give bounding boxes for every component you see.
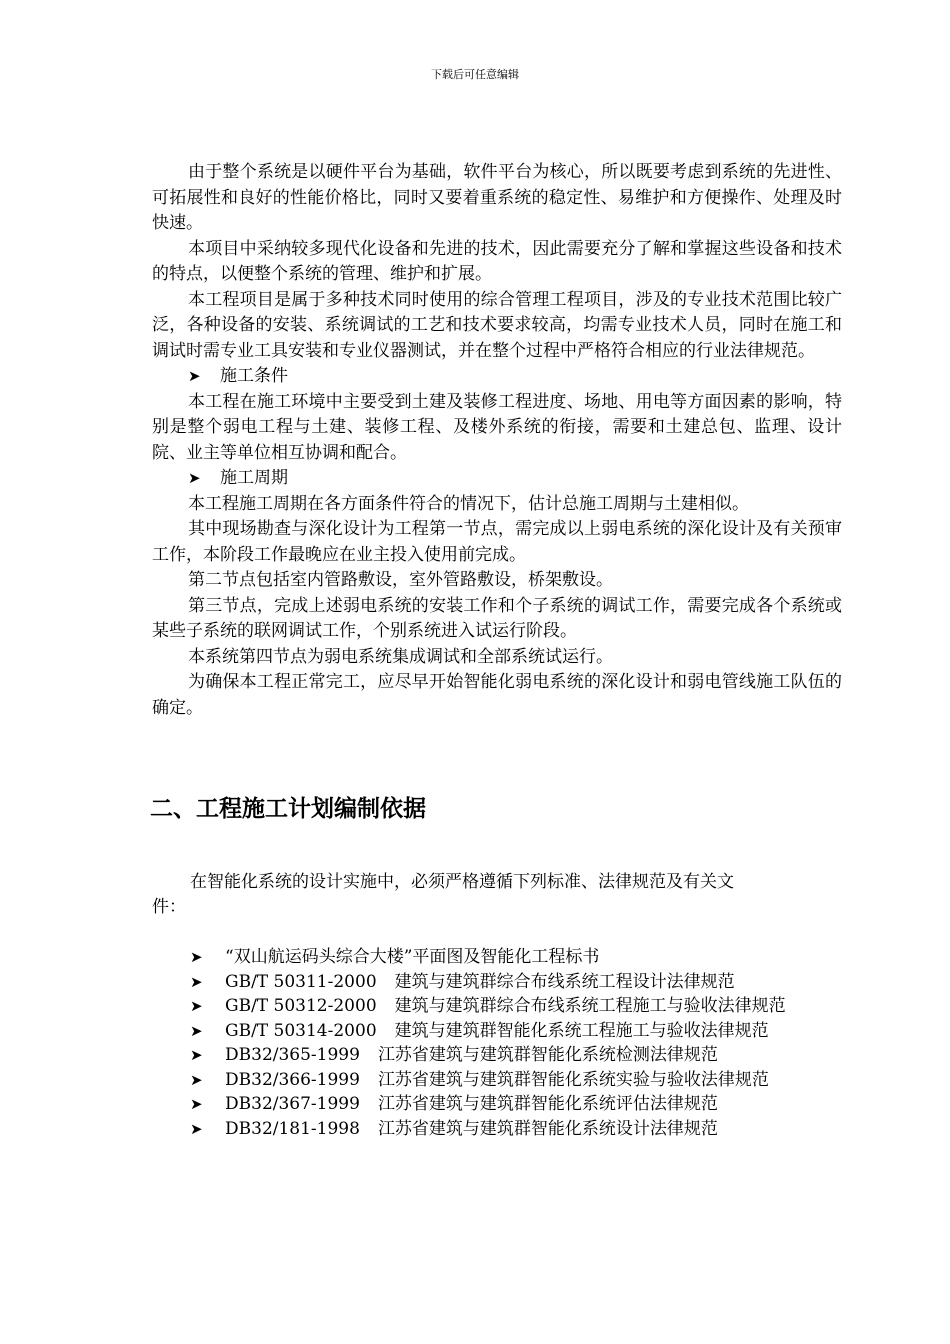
paragraph: 为确保本工程正常完工，应尽早开始智能化弱电系统的深化设计和弱电管线施工队伍的确定。: [152, 672, 842, 718]
page-header: 下载后可任意编辑: [431, 68, 519, 81]
arrow-bullet-icon: ➤: [188, 367, 201, 385]
paragraph: 第二节点包括室内管路敷设，室外管路敷设，桥架敷设。: [188, 570, 613, 590]
bullet-conditions: [152, 364, 842, 390]
paragraph: 本系统第四节点为弱电系统集成调试和全部系统试运行。: [188, 646, 613, 667]
list-item: [190, 970, 840, 995]
arrow-bullet-icon: ➤: [190, 948, 203, 966]
list-item: [190, 1068, 840, 1093]
paragraph: 本项目中采纳较多现代化设备和先进的技术，因此需要充分了解和掌握这些设备和技术的特点，以便整个系统的管理、维护和扩展。: [152, 238, 842, 284]
paragraph: 其中现场勘查与深化设计为工程第一节点，需完成以上弱电系统的深化设计及有关预审工作，本阶段工作最晚应在业主投入使用前完成。: [152, 519, 842, 565]
standard-code: DB32/366-1999: [225, 1069, 360, 1090]
standard-code: DB32/365-1999: [225, 1045, 360, 1065]
arrow-bullet-icon: ➤: [190, 1095, 203, 1113]
arrow-bullet-icon: ➤: [190, 1070, 203, 1089]
intro-text: [152, 870, 842, 920]
arrow-bullet-icon: ➤: [190, 997, 203, 1015]
paragraph: 本工程在施工环境中主要受到土建及装修工程进度、场地、用电等方面因素的影响，特别是整个弱电工程与土建、装修工程、及楼外系统的衔接，需要和土建总包、监理、设计院、业主等单位相互协调和配合。: [152, 391, 842, 463]
standard-title: 江苏省建筑与建筑群智能化系统评估法律规范: [377, 1094, 718, 1114]
body-text: [152, 160, 842, 721]
section-heading: 二、工程施工计划编制依据: [150, 796, 426, 822]
list-item: [190, 1043, 840, 1068]
standard-code: GB/T 50311-2000: [225, 971, 377, 992]
bullet-label: 施工条件: [220, 366, 288, 386]
standard-title: “双山航运码头综合大楼”平面图及智能化工程标书: [225, 947, 600, 967]
paragraph: 由于整个系统是以硬件平台为基础，软件平台为核心，所以既要考虑到系统的先进性、可拓展性和良好的性能价格比，同时又要着重系统的稳定性、易维护和方便操作、处理及时快速。: [152, 162, 842, 233]
standards-list: [190, 945, 840, 1141]
paragraph: 第三节点，完成上述弱电系统的安装工作和个子系统的调试工作，需要完成各个系统或某些子系统的联网调试工作，个别系统进入试运行阶段。: [152, 595, 842, 641]
bullet-period: [152, 466, 842, 492]
arrow-bullet-icon: ➤: [190, 972, 203, 991]
standard-code: DB32/181-1998: [225, 1118, 360, 1139]
arrow-bullet-icon: ➤: [190, 1119, 203, 1138]
standard-title: 江苏省建筑与建筑群智能化系统检测法律规范: [377, 1045, 718, 1065]
standard-title: 江苏省建筑与建筑群智能化系统实验与验收法律规范: [377, 1069, 769, 1090]
standard-title: 建筑与建筑群综合布线系统工程设计法律规范: [394, 971, 735, 992]
list-item: [190, 945, 840, 970]
arrow-bullet-icon: ➤: [190, 1021, 203, 1040]
standard-code: GB/T 50312-2000: [225, 996, 377, 1016]
paragraph: 本工程项目是属于多种技术同时使用的综合管理工程项目，涉及的专业技术范围比较广泛，各种设备的安装、系统调试的工艺和技术要求较高，均需专业技术人员，同时在施工和调试时需专业工具安装和专业仪器测试，并在整个过程中严格符合相应的行业法律规范。: [152, 289, 842, 361]
arrow-bullet-icon: ➤: [190, 1046, 203, 1064]
list-item: [190, 994, 840, 1019]
standard-code: DB32/367-1999: [225, 1094, 360, 1114]
intro-line: 件：: [152, 897, 186, 917]
bullet-label: 施工周期: [220, 468, 288, 488]
list-item: [190, 1019, 840, 1044]
paragraph: 本工程施工周期在各方面条件符合的情况下，估计总施工周期与土建相似。: [188, 493, 749, 514]
standard-title: 建筑与建筑群综合布线系统工程施工与验收法律规范: [394, 996, 786, 1016]
intro-line: 在智能化系统的设计实施中，必须严格遵循下列标准、法律规范及有关文: [190, 872, 734, 892]
list-item: [190, 1092, 840, 1117]
standard-title: 江苏省建筑与建筑群智能化系统设计法律规范: [377, 1118, 718, 1139]
standard-code: GB/T 50314-2000: [225, 1020, 377, 1041]
list-item: [190, 1117, 840, 1142]
standard-title: 建筑与建筑群智能化系统工程施工与验收法律规范: [394, 1020, 769, 1041]
arrow-bullet-icon: ➤: [188, 469, 201, 487]
